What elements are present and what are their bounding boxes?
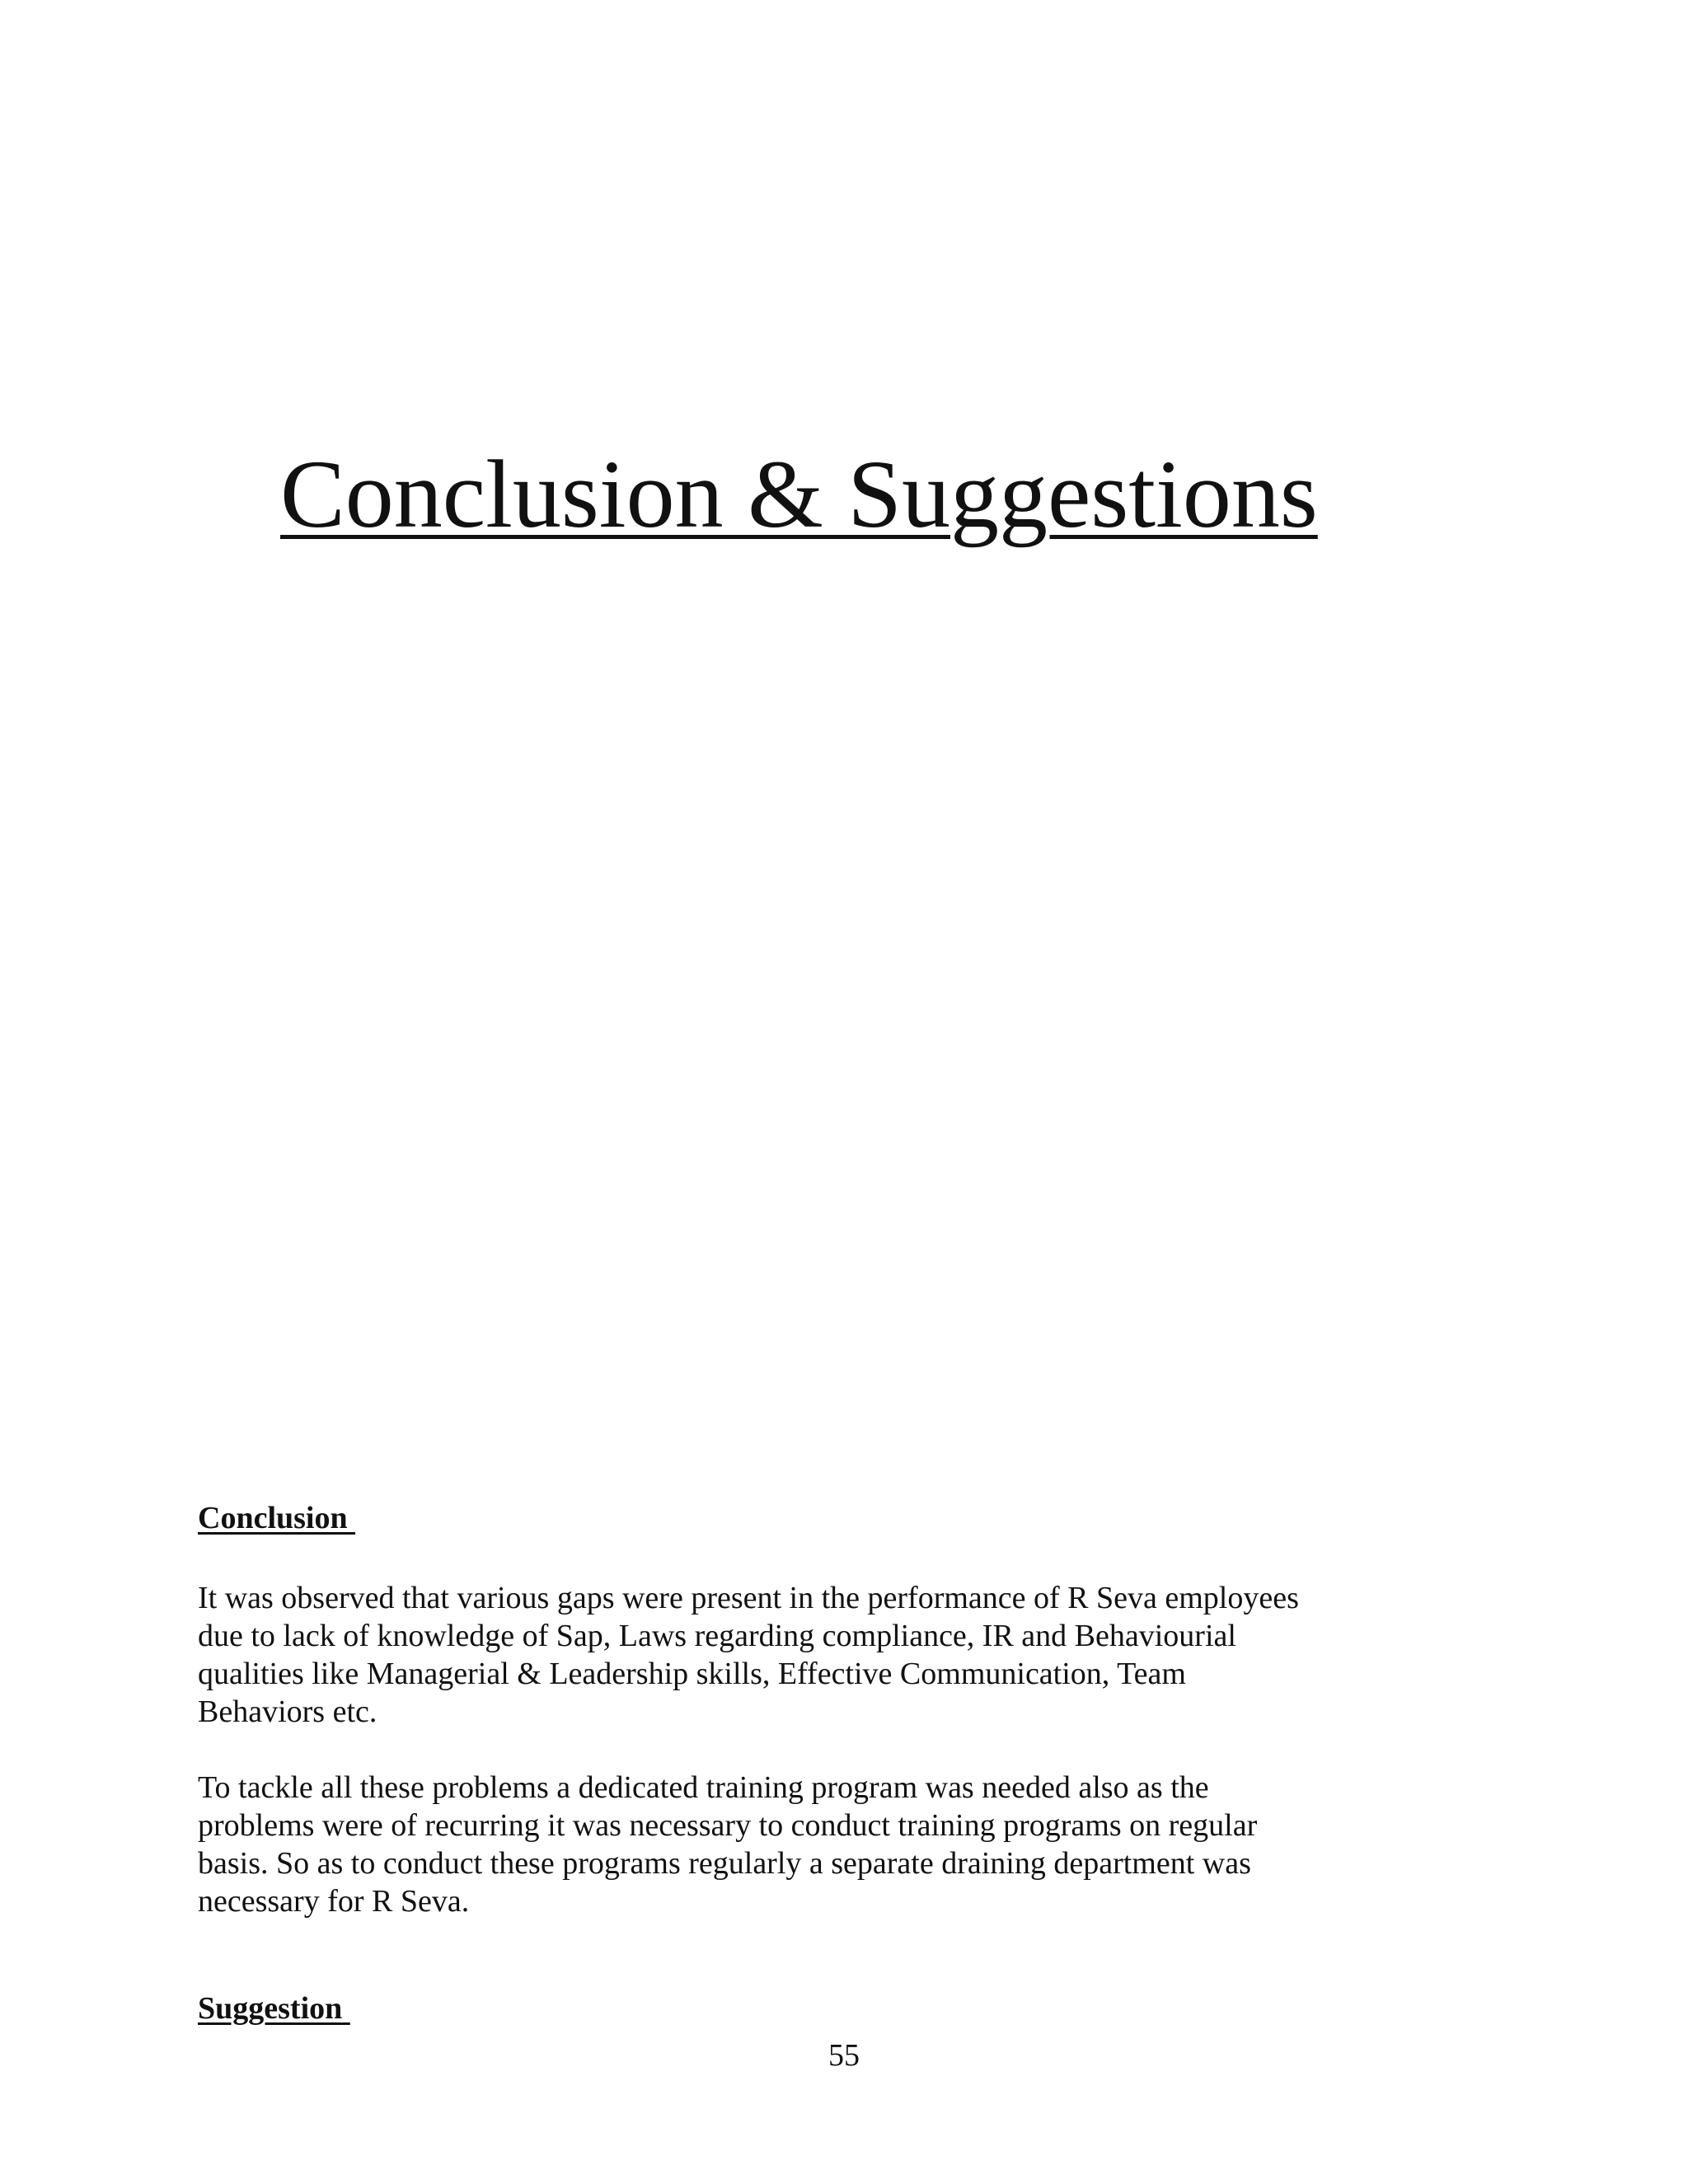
page-title: Conclusion & Suggestions [280,440,1318,548]
conclusion-paragraph-1: It was observed that various gaps were present in the performance of R Seva employees due to lack of knowledge of Sap, Laws regarding compliance, IR and Behaviourial qualities like Managerial & Leadership skills, Effective Communication, Team Behaviors etc. [198,1581,1299,1729]
suggestion-heading: Suggestion [198,1991,350,2026]
conclusion-heading: Conclusion [198,1501,356,1535]
page-number: 55 [828,2038,860,2073]
conclusion-paragraph-2: To tackle all these problems a dedicated training program was needed also as the problems were of recurring it was necessary to conduct training programs on regular basis. So as to conduct these programs regularly a separate draining department was necessary for R Seva. [198,1770,1258,1919]
